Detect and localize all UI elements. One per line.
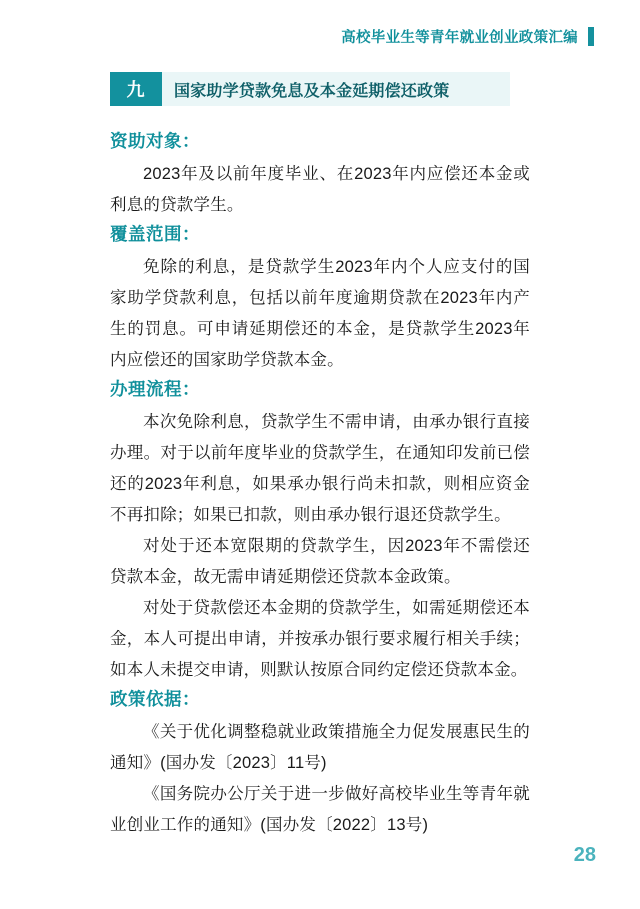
block-funding-target [110,128,530,221]
page-header [341,26,594,47]
header-title: 高校毕业生等青年就业创业政策汇编 [341,30,578,46]
page-number: 28 [573,844,596,866]
document-body [110,128,530,841]
block-policy-basis [110,686,530,841]
block-procedure [110,376,530,686]
block-paragraph: 2023年及以前年度毕业、在2023年内应偿还本金或利息的贷款学生。 [110,165,530,214]
policy-reference: 《关于优化调整稳就业政策措施全力促发展惠民生的通知》(国办发〔2023〕11号) [110,723,530,772]
header-accent-bar [588,27,594,46]
block-heading: 政策依据： [110,689,200,709]
block-heading: 覆盖范围： [110,224,200,244]
section-number: 九 [110,72,162,106]
policy-reference: 《国务院办公厅关于进一步做好高校毕业生等青年就业创业工作的通知》(国办发〔2022〕13号) [110,785,530,834]
section-header [110,72,510,106]
block-paragraph: 对处于还本宽限期的贷款学生，因2023年不需偿还贷款本金，故无需申请延期偿还贷款本金政策。 [110,537,530,586]
block-coverage [110,221,530,376]
block-heading: 资助对象： [110,131,200,151]
block-heading: 办理流程： [110,379,200,399]
block-paragraph: 免除的利息，是贷款学生2023年内个人应支付的国家助学贷款利息，包括以前年度逾期贷款在2023年内产生的罚息。可申请延期偿还的本金，是贷款学生2023年内应偿还的国家助学贷款本金。 [110,258,530,369]
section-title: 国家助学贷款免息及本金延期偿还政策 [162,72,510,106]
block-paragraph: 对处于贷款偿还本金期的贷款学生，如需延期偿还本金，本人可提出申请，并按承办银行要求履行相关手续；如本人未提交申请，则默认按原合同约定偿还贷款本金。 [110,599,530,679]
block-paragraph: 本次免除利息，贷款学生不需申请，由承办银行直接办理。对于以前年度毕业的贷款学生，在通知印发前已偿还的2023年利息，如果承办银行尚未扣款，则相应资金不再扣除；如果已扣款，则由承办银行退还贷款学生。 [110,413,530,524]
